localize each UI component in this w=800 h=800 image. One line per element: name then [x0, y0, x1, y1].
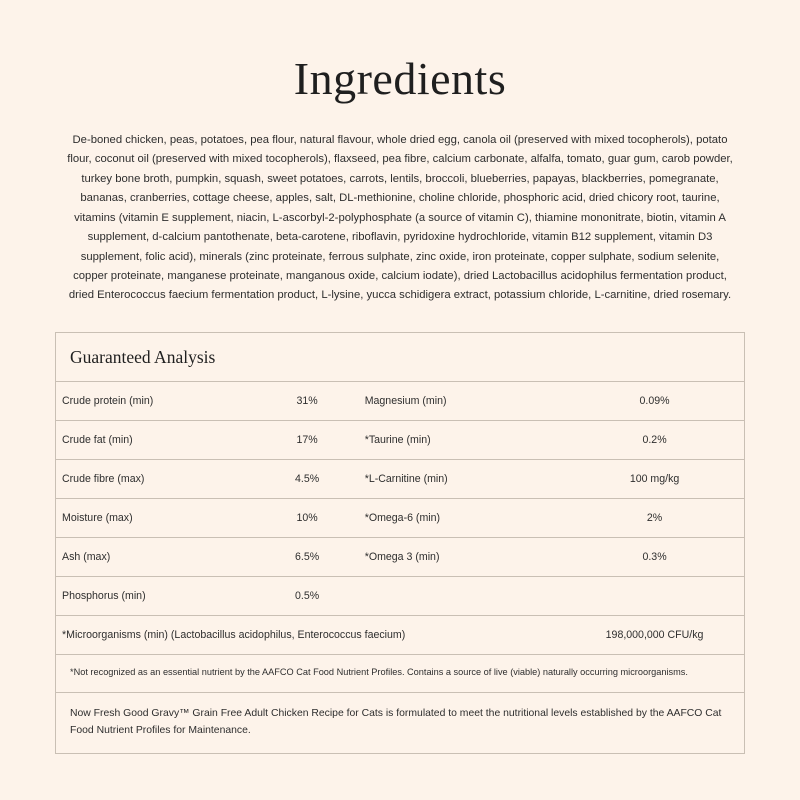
- table-row: [56, 537, 744, 576]
- table-row: [56, 576, 744, 615]
- nutrient-label: Crude fibre (max): [56, 459, 256, 498]
- nutrient-value: 0.3%: [565, 537, 744, 576]
- microorganisms-label: *Microorganisms (min) (Lactobacillus acidophilus, Enterococcus faecium): [56, 615, 565, 654]
- nutrient-value: 2%: [565, 498, 744, 537]
- table-row: [56, 382, 744, 421]
- table-row: [56, 420, 744, 459]
- nutrient-value: 10%: [256, 498, 359, 537]
- nutrient-label: *L-Carnitine (min): [359, 459, 565, 498]
- nutrient-value: 0.2%: [565, 420, 744, 459]
- aafco-statement: Now Fresh Good Gravy™ Grain Free Adult Chicken Recipe for Cats is formulated to meet the nutritional levels established by the AAFCO Cat Food Nutrient Profiles for Maintenance.: [70, 707, 722, 736]
- nutrient-label: Phosphorus (min): [56, 576, 256, 615]
- nutrient-label: Ash (max): [56, 537, 256, 576]
- nutrient-value: 31%: [256, 382, 359, 421]
- nutrient-value: 4.5%: [256, 459, 359, 498]
- nutrient-value: [565, 576, 744, 615]
- nutrient-label: Crude protein (min): [56, 382, 256, 421]
- guaranteed-analysis-table: [56, 382, 744, 655]
- nutrient-label: *Omega-6 (min): [359, 498, 565, 537]
- table-row-microorganisms: [56, 615, 744, 654]
- guaranteed-analysis-heading: Guaranteed Analysis: [56, 333, 744, 382]
- table-row: [56, 459, 744, 498]
- ingredients-paragraph: De-boned chicken, peas, potatoes, pea flour, natural flavour, whole dried egg, canola oil (preserved with mixed tocopherols), potato flour, coconut oil (preserved with mixed tocopherols), flaxseed, pea fibre, calcium carbonate, alfalfa, tomato, guar gum, carob powder, turkey bone broth, pumpkin, squash, sweet potatoes, carrots, lentils, broccoli, blueberries, papayas, blackberries, pomegranate, bananas, cranberries, cottage cheese, apples, salt, DL-methionine, choline chloride, phosphoric acid, dried chicory root, taurine, vitamins (vitamin E supplement, niacin, L-ascorbyl-2-polyphosphate (a source of vitamin C), thiamine mononitrate, biotin, vitamin A supplement, d-calcium pantothenate, beta-carotene, riboflavin, pyridoxine hydrochloride, vitamin B12 supplement, vitamin D3 supplement, folic acid), minerals (zinc proteinate, ferrous sulphate, zinc oxide, iron proteinate, copper sulphate, sodium selenite, copper proteinate, manganese proteinate, manganous oxide, calcium iodate), dried Lactobacillus acidophilus fermentation product, dried Enterococcus faecium fermentation product, L-lysine, yucca schidigera extract, potassium chloride, L-carnitine, dried rosemary.: [67, 134, 733, 302]
- nutrient-label: [359, 576, 565, 615]
- page-title: Ingredients: [293, 53, 507, 104]
- nutrient-label: *Taurine (min): [359, 420, 565, 459]
- nutrient-value: 100 mg/kg: [565, 459, 744, 498]
- table-row: [56, 498, 744, 537]
- nutrient-label: Moisture (max): [56, 498, 256, 537]
- footnote-text: *Not recognized as an essential nutrient by the AAFCO Cat Food Nutrient Profiles. Contains a source of live (viable) naturally occurring microorganisms.: [56, 655, 744, 693]
- nutrient-label: Crude fat (min): [56, 420, 256, 459]
- nutrient-label: Magnesium (min): [359, 382, 565, 421]
- nutrient-value: 17%: [256, 420, 359, 459]
- guaranteed-analysis-panel: [55, 332, 745, 754]
- nutrient-value: 0.5%: [256, 576, 359, 615]
- nutrient-value: 6.5%: [256, 537, 359, 576]
- nutrient-value: 0.09%: [565, 382, 744, 421]
- nutrient-label: *Omega 3 (min): [359, 537, 565, 576]
- microorganisms-value: 198,000,000 CFU/kg: [565, 615, 744, 654]
